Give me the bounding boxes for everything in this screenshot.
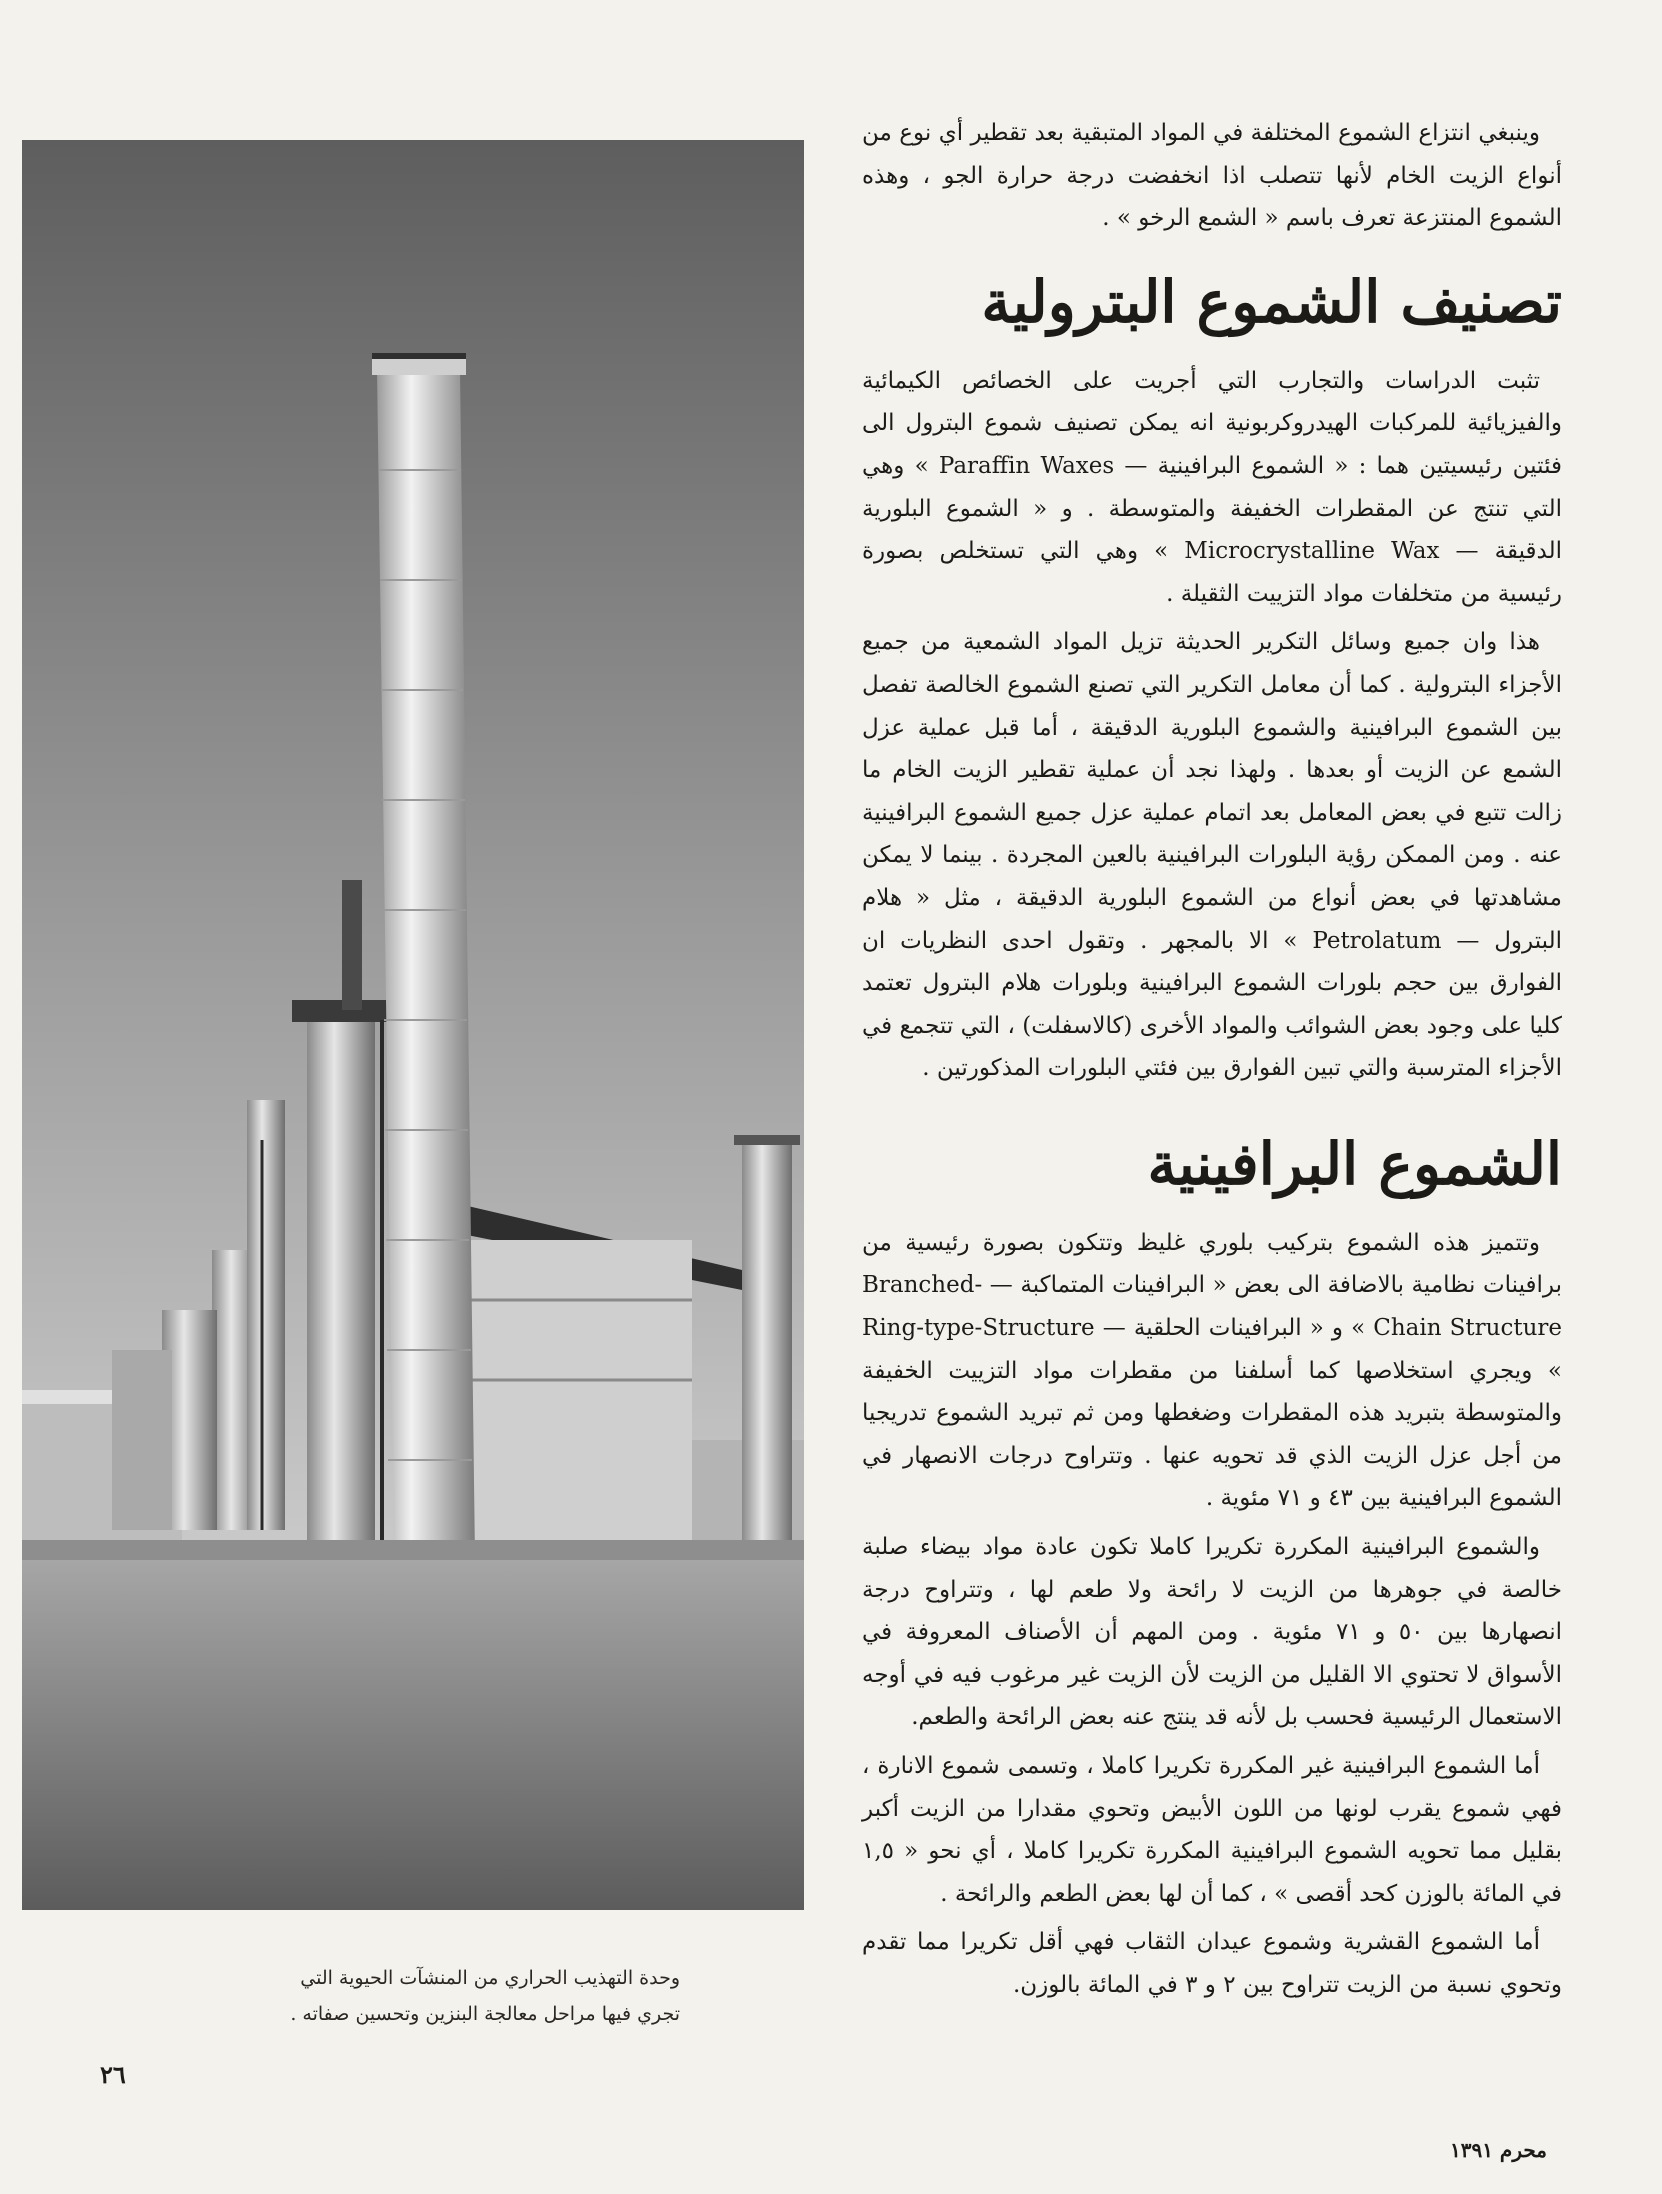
page-number: ٢٦ [100, 2060, 126, 2089]
paragraph-5: أما الشموع البرافينية غير المكررة تكريرا كاملا ، وتسمى شموع الانارة ، فهي شموع يقرب لونها من اللون الأبيض وتحوي مقدارا من الزيت أكبر بقليل مما تحويه الشموع البرافينية المكررة تكريرا كاملا ، أي نحو « ١,٥ في المائة بالوزن كحد أقصى » ، كما أن لها بعض الطعم والرائحة . [862, 1753, 1562, 1907]
caption-line-2: تجري فيها مراحل معالجة البنزين وتحسين صفاته . [290, 2003, 680, 2025]
heading-wax-classification: تصنيف الشموع البترولية [981, 267, 1562, 336]
article-column [862, 112, 1562, 2013]
caption-line-1: وحدة التهذيب الحراري من المنشآت الحيوية التي [300, 1967, 680, 1989]
photo-caption [150, 1960, 680, 2032]
refinery-illustration [22, 140, 804, 1910]
refinery-photo [22, 140, 804, 1910]
heading-paraffin-waxes: الشموع البرافينية [1147, 1129, 1562, 1198]
issue-date-footer: محرم ١٣٩١ [1450, 2138, 1547, 2162]
paragraph-1: تثبت الدراسات والتجارب التي أجريت على الخصائص الكيمائية والفيزيائية للمركبات الهيدروكربونية انه يمكن تصنيف شموع البترول الى فئتين رئيسيتين هما : « الشموع البرافينية — Paraffin Waxes » وهي التي تنتج عن المقطرات الخفيفة والمتوسطة . و « الشموع البلورية الدقيقة — Microcrystalline Wax » وهي التي تستخلص بصورة رئيسية من متخلفات مواد التزييت الثقيلة . [862, 367, 1563, 607]
intro-paragraph: وينبغي انتزاع الشموع المختلفة في المواد المتبقية بعد تقطير أي نوع من أنواع الزيت الخام لأنها تتصلب اذا انخفضت درجة حرارة الجو ، وهذه الشموع المنتزعة تعرف باسم « الشمع الرخو » . [862, 120, 1562, 232]
paragraph-6: أما الشموع القشرية وشموع عيدان الثقاب فهي أقل تكريرا مما تقدم وتحوي نسبة من الزيت تتراوح بين ٢ و ٣ في المائة بالوزن. [862, 1929, 1562, 1998]
paragraph-2: هذا وان جميع وسائل التكرير الحديثة تزيل المواد الشمعية من جميع الأجزاء البترولية . كما أن معامل التكرير التي تصنع الشموع الخالصة تفصل بين الشموع البرافينية والشموع البلورية الدقيقة ، أما قبل عملية عزل الشمع عن الزيت أو بعدها . ولهذا نجد أن عملية تقطير الزيت الخام ما زالت تتبع في بعض المعامل بعد اتمام عملية عزل جميع الشموع البرافينية عنه . ومن الممكن رؤية البلورات البرافينية بالعين المجردة . بينما لا يمكن مشاهدتها في بعض أنواع من الشموع البلورية الدقيقة ، مثل « هلام البترول — Petrolatum » الا بالمجهر . وتقول احدى النظريات ان الفوارق بين حجم بلورات الشموع البرافينية وبلورات هلام البترول تعتمد كليا على وجود بعض الشوائب والمواد الأخرى (كالاسفلت) ، التي تتجمع في الأجزاء المترسبة والتي تبين الفوارق بين فئتي البلورات المذكورتين . [862, 629, 1562, 1082]
paragraph-4: والشموع البرافينية المكررة تكريرا كاملا تكون عادة مواد بيضاء صلبة خالصة في جوهرها من الزيت لا رائحة ولا طعم لها ، وتتراوح درجة انصهارها بين ٥٠ و ٧١ مئوية . ومن المهم أن الأصناف المعروفة في الأسواق لا تحتوي الا القليل من الزيت لأن الزيت غير مرغوب فيه في أوجه الاستعمال الرئيسية فحسب بل لأنه قد ينتج عنه بعض الرائحة والطعم. [862, 1534, 1563, 1731]
paragraph-3: وتتميز هذه الشموع بتركيب بلوري غليظ وتتكون بصورة رئيسية من برافينات نظامية بالاضافة الى بعض « البرافينات المتماكبة — Branched-Chain Structure » و « البرافينات الحلقية — Ring-type-Structure » ويجري استخلاصها كما أسلفنا من مقطرات مواد التزييت الخفيفة والمتوسطة بتبريد هذه المقطرات وضغطها ومن ثم تبريد الشموع تدريجيا من أجل عزل الزيت الذي قد تحويه عنها . وتتراوح درجات الانصهار في الشموع البرافينية بين ٤٣ و ٧١ مئوية . [862, 1229, 1562, 1512]
